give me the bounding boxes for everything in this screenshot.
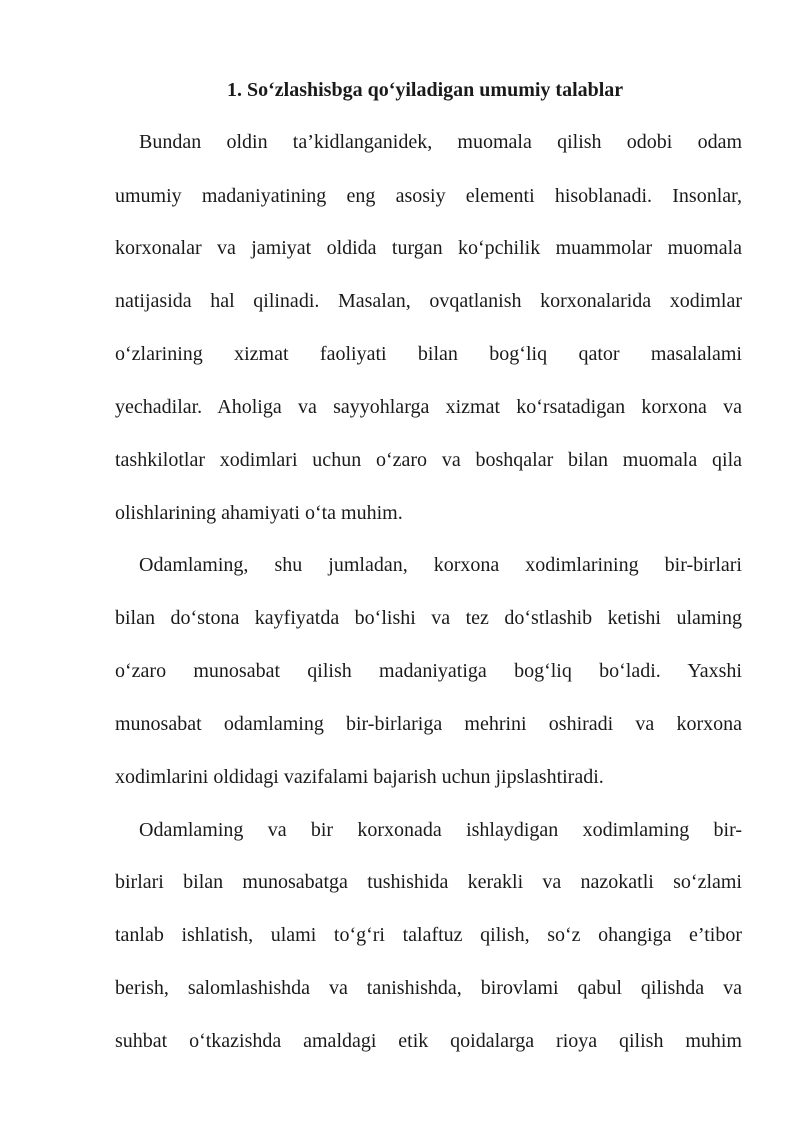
paragraph-line: Odamlaming, shu jumladan, korxona xodimlarining bir-birlari [139,554,742,576]
paragraph-line: o‘zaro munosabat qilish madaniyatiga bog‘liq bo‘ladi. Yaxshi [115,660,742,682]
paragraph-line: Bundan oldin ta’kidlanganidek, muomala qilish odobi odam [139,131,742,153]
paragraph-line: olishlarining ahamiyati o‘ta muhim. [115,502,403,524]
paragraph-line: munosabat odamlaming bir-birlariga mehrini oshiradi va korxona [115,713,742,735]
paragraph-line: birlari bilan munosabatga tushishida kerakli va nazokatli so‘zlami [115,871,742,893]
paragraph-line: berish, salomlashishda va tanishishda, birovlami qabul qilishda va [115,977,742,999]
paragraph-line: yechadilar. Aholiga va sayyohlarga xizmat ko‘rsatadigan korxona va [115,396,742,418]
paragraph-line: umumiy madaniyatining eng asosiy elementi hisoblanadi. Insonlar, [115,185,742,207]
paragraph-line: bilan do‘stona kayfiyatda bo‘lishi va tez do‘stlashib ketishi ulaming [115,607,742,629]
paragraph-line: o‘zlarining xizmat faoliyati bilan bog‘liq qator masalalami [115,343,742,365]
paragraph-line: tashkilotlar xodimlari uchun o‘zaro va boshqalar bilan muomala qila [115,449,742,471]
paragraph-line: xodimlarini oldidagi vazifalami bajarish uchun jipslashtiradi. [115,766,604,788]
paragraph-line: korxonalar va jamiyat oldida turgan ko‘pchilik muammolar muomala [115,237,742,259]
paragraph-line: natijasida hal qilinadi. Masalan, ovqatlanish korxonalarida xodimlar [115,290,742,312]
paragraph-line: tanlab ishlatish, ulami to‘g‘ri talaftuz qilish, so‘z ohangiga e’tibor [115,924,742,946]
section-heading: 1. So‘zlashisbga qo‘yiladigan umumiy talablar [227,79,624,101]
paragraph-line: Odamlaming va bir korxonada ishlaydigan xodimlaming bir- [139,819,742,841]
paragraph-line: suhbat o‘tkazishda amaldagi etik qoidalarga rioya qilish muhim [115,1030,742,1052]
